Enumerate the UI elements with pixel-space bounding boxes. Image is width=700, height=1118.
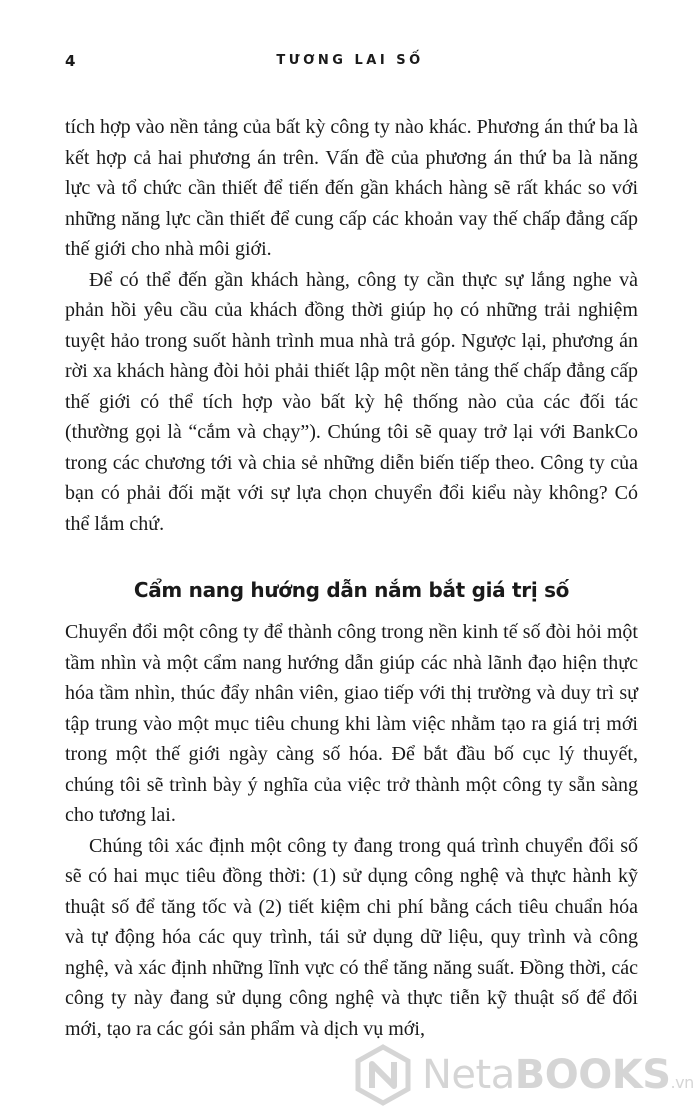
page-number: 4 xyxy=(65,52,76,70)
watermark-brand-part2: BOOKS xyxy=(514,1052,671,1098)
paragraph: Chúng tôi xác định một công ty đang trong quá trình chuyển đổi số sẽ có hai mục tiêu đồng thời: (1) sử dụng công nghệ và thực hành kỹ thuật số để tăng tốc và (2) tiết kiệm chi phí bằng cách tiêu chuẩn hóa và tự động hóa các quy trình, tái sử dụng dữ liệu, quy trình và công nghệ, và xác định những lĩnh vực có thể tăng năng suất. Đồng thời, các công ty này đang sử dụng công nghệ và thực tiễn kỹ thuật số để đổi mới, tạo ra các gói sản phẩm và dịch vụ mới, xyxy=(65,834,638,1040)
netabooks-logo-icon xyxy=(352,1044,414,1106)
paragraph: Chuyển đổi một công ty để thành công trong nền kinh tế số đòi hỏi một tầm nhìn và một cẩm nang hướng dẫn giúp các nhà lãnh đạo hiện thực hóa tầm nhìn, thúc đẩy nhân viên, giao tiếp với thị trường và duy trì sự tập trung vào một mục tiêu chung khi làm việc nhằm tạo ra giá trị mới trong một thế giới ngày càng số hóa. Để bắt đầu bố cục lý thuyết, chúng tôi sẽ trình bày ý nghĩa của việc trở thành một công ty sẵn sàng cho tương lai. xyxy=(65,621,638,826)
paragraph: Để có thể đến gần khách hàng, công ty cần thực sự lắng nghe và phản hồi yêu cầu của khách đồng thời giúp họ có những trải nghiệm tuyệt hảo trong suốt hành trình mua nhà trả góp. Ngược lại, phương án rời xa khách hàng đòi hỏi phải thiết lập một nền tảng thế chấp đẳng cấp thế giới có thể tích hợp vào bất kỳ hệ thống nào của các đối tác (thường gọi là “cắm và chạy”). Chúng tôi sẽ quay trở lại với BankCo trong các chương tới và chia sẻ những diễn biến tiếp theo. Công ty của bạn có phải đối mặt với sự lựa chọn chuyển đổi kiểu này không? Có thể lắm chứ. xyxy=(65,268,638,535)
watermark-brand xyxy=(422,1052,694,1098)
page-body xyxy=(65,112,638,1044)
paragraph-continuation: tích hợp vào nền tảng của bất kỳ công ty nào khác. Phương án thứ ba là kết hợp cả hai phương án trên. Vấn đề của phương án thứ ba là năng lực và tổ chức cần thiết để tiến đến gần khách hàng sẽ rất khác so với những năng lực cần thiết để cung cấp các khoản vay thế chấp đẳng cấp thế giới cho nhà môi giới. xyxy=(65,116,638,260)
watermark-brand-tld: .vn xyxy=(670,1073,694,1092)
watermark xyxy=(352,1040,694,1110)
section-heading: Cẩm nang hướng dẫn nắm bắt giá trị số xyxy=(133,578,570,602)
page-header xyxy=(65,52,635,76)
watermark-brand-part1: Neta xyxy=(422,1052,515,1098)
running-title: TƯƠNG LAI SỐ xyxy=(276,53,424,68)
